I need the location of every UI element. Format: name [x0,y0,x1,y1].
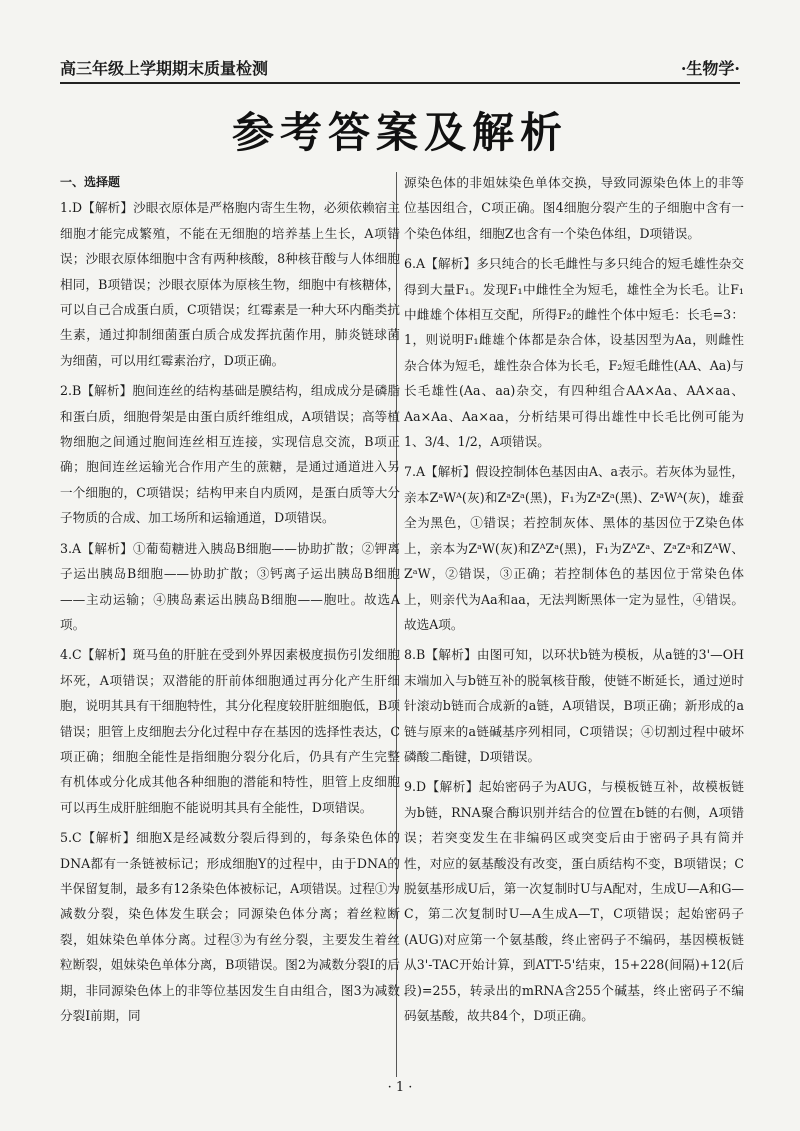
answer-5-continued: 源染色体的非姐妹染色单体交换，导致同源染色体上的非等位基因组合，C项正确。图4细胞分裂产生的子细胞中含有一个染色体组，细胞Z也含有一个染色体组，D项错误。 [404,175,744,241]
right-column [404,170,744,1033]
answer-3: 3.A【解析】①葡萄糖进入胰岛B细胞——协助扩散；②钾离子运出胰岛B细胞——协助扩散；③钙离子运出胰岛B细胞——主动运输；④胰岛素运出胰岛B细胞——胞吐。故选A项。 [60,540,400,632]
left-column [60,170,400,1033]
answer-2: 2.B【解析】胞间连丝的结构基础是膜结构，组成成分是磷脂和蛋白质，细胞骨架是由蛋白质纤维组成，A项错误；高等植物细胞之间通过胞间连丝相互连接，实现信息交流，B项正确；胞间连丝运输光合作用产生的蔗糖，是通过通道进入另一个细胞的，C项错误；结构甲来自内质网，是蛋白质等大分子物质的合成、加工场所和运输通道，D项错误。 [60,383,400,526]
answer-6: 6.A【解析】多只纯合的长毛雌性与多只纯合的短毛雄性杂交得到大量F₁。发现F₁中雌性全为短毛，雄性全为长毛。让F₁中雌雄个体相互交配，所得F₂的雌性个体中短毛：长毛=3：1，则说明F₁雌雄个体都是杂合体，设基因型为Aa，则雌性杂合体为短毛，雄性杂合体为长毛，F₂短毛雌性(AA、Aa)与长毛雄性(Aa、aa)杂交，有四种组合AA×Aa、AA×aa、Aa×Aa、Aa×aa，分析结果可得出雄性中长毛比例可能为1、3/4、1/2，A项错误。 [404,256,744,450]
page-header [60,52,740,84]
answer-8: 8.B【解析】由图可知，以环状b链为模板，从a链的3'—OH末端加入与b链互补的脱氧核苷酸，使链不断延长，通过逆时针滚动b链而合成新的a链，A项错误，B项正确；新形成的a链与原来的a链碱基序列相同，C项错误；④切割过程中破坏磷酸二酯键，D项错误。 [404,647,744,764]
page-title: 参考答案及解析 [231,108,568,157]
section-heading: 一、选择题 [60,175,121,189]
answer-5: 5.C【解析】细胞X是经减数分裂后得到的，每条染色体的DNA都有一条链被标记；形成细胞Y的过程中，由于DNA的半保留复制，最多有12条染色体被标记，A项错误。过程①为减数分裂，染色体发生联会；同源染色体分离；着丝粒断裂，姐妹染色单体分离。过程③为有丝分裂，主要发生着丝粒断裂，姐妹染色单体分离，B项错误。图2为减数分裂Ⅰ的后期，非同源染色体上的非等位基因发生自由组合，图3为减数分裂Ⅰ前期，同 [60,830,400,1023]
subject-label: ·生物学· [680,59,740,78]
answer-9: 9.D【解析】起始密码子为AUG，与模板链互补，故模板链为b链，RNA聚合酶识别并结合的位置在b链的右侧，A项错误；若突变发生在非编码区或突变后由于密码子具有简并性，对应的氨基酸没有改变，蛋白质结构不变，B项错误；C脱氨基形成U后，第一次复制时U与A配对，生成U—A和G—C，第二次复制时U—A生成A—T，C项错误；起始密码子(AUG)对应第一个氨基酸，终止密码子不编码，基因模板链从3'-TAC开始计算，到ATT-5'结束，15+228(间隔)+12(后段)=255，转录出的mRNA含255个碱基，终止密码子不编码氨基酸，故共84个，D项正确。 [404,779,744,1023]
exam-title: 高三年级上学期期末质量检测 [60,59,269,78]
answer-4: 4.C【解析】斑马鱼的肝脏在受到外界因素极度损伤引发细胞坏死，A项错误；双潜能的肝前体细胞通过再分化产生肝细胞，说明其具有干细胞特性，其分化程度较肝脏细胞低，B项错误；胆管上皮细胞去分化过程中存在基因的选择性表达，C项正确；细胞全能性是指细胞分裂分化后，仍具有产生完整有机体或分化成其他各种细胞的潜能和特性，胆管上皮细胞可以再生成肝脏细胞不能说明其具有全能性，D项错误。 [60,647,400,815]
page-number: · 1 · [387,1080,413,1095]
answer-1: 1.D【解析】沙眼衣原体是严格胞内寄生生物，必须依赖宿主细胞才能完成繁殖，不能在无细胞的培养基上生长，A项错误；沙眼衣原体细胞中含有两种核酸，8种核苷酸与人体细胞相同，B项错误；沙眼衣原体为原核生物，细胞中有核糖体，可以自己合成蛋白质，C项错误；红霉素是一种大环内酯类抗生素，通过抑制细菌蛋白质合成发挥抗菌作用，肺炎链球菌为细菌，可以用红霉素治疗，D项正确。 [60,200,400,368]
answer-7: 7.A【解析】假设控制体色基因由A、a表示。若灰体为显性，亲本ZᵃWᴬ(灰)和ZᵃZᵃ(黑)，F₁为ZᵃZᵃ(黑)、ZᵃWᴬ(灰)，雄蚕全为黑色，①错误；若控制灰体、黑体的基因位于Z染色体上，亲本为ZᵃW(灰)和ZᴬZᵃ(黑)，F₁为ZᴬZᵃ、ZᵃZᵃ和ZᴬW、ZᵃW，②错误，③正确；若控制体色的基因位于常染色体上，则亲代为Aa和aa，无法判断黑体一定为显性，④错误。故选A项。 [404,464,744,632]
